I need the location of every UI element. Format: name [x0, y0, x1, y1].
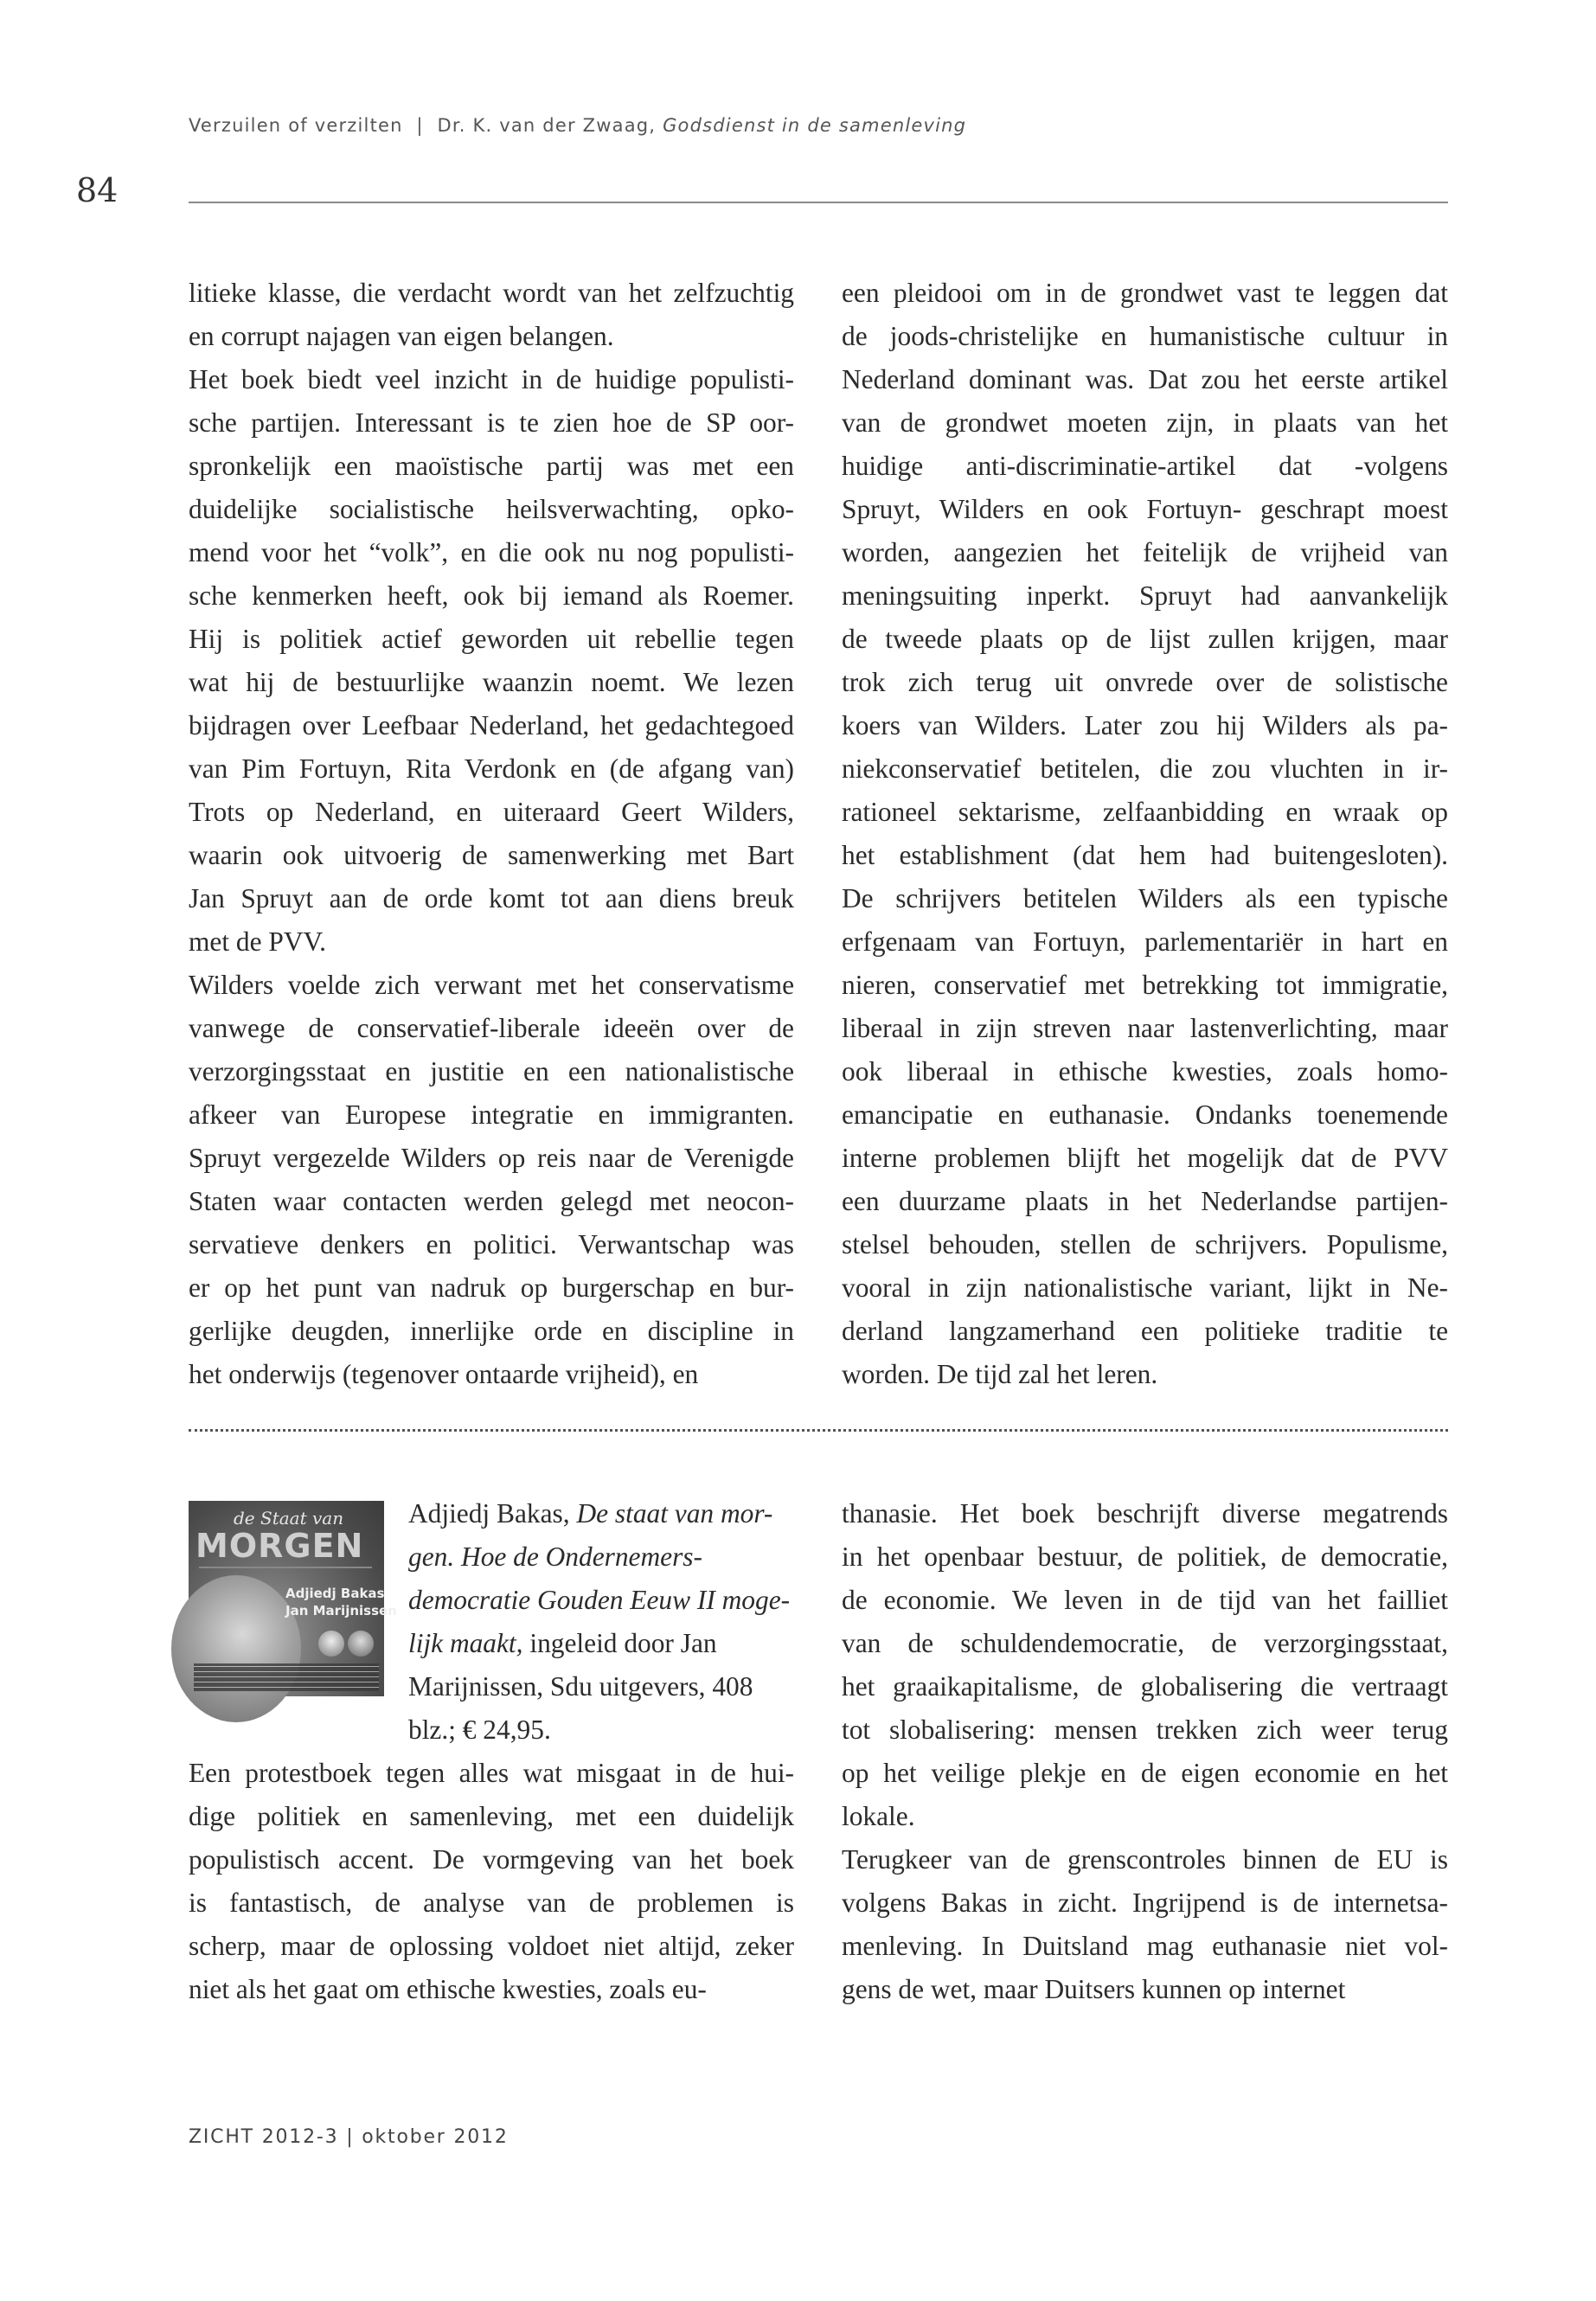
- section-divider: [189, 1429, 1448, 1432]
- text-line: litieke klasse, die verdacht wordt van het zelfzuchtig: [189, 278, 794, 308]
- text-line: meningsuiting inperkt. Spruyt had aanvankelijk: [842, 580, 1448, 611]
- text-line: derland langzamerhand een politieke traditie te: [842, 1316, 1448, 1346]
- text-line: Jan Spruyt aan de orde komt tot aan diens breuk: [189, 883, 794, 913]
- text-line: De schrijvers betitelen Wilders als een typische: [842, 883, 1448, 913]
- text-line: mend voor het “volk”, en die ook nu nog populisti-: [189, 537, 794, 567]
- reference-line: blz.; € 24,95.: [408, 1715, 551, 1745]
- page-number: 84: [76, 171, 119, 209]
- header-section-title: Verzuilen of verzilten: [189, 115, 403, 136]
- review-column-left: [189, 1752, 794, 2011]
- text-line: het graaikapitalisme, de globalisering die vertraagt: [842, 1671, 1448, 1702]
- text-line: duidelijke socialistische heilsverwachting, opko-: [189, 494, 794, 524]
- cover-head-illustration: [171, 1575, 301, 1722]
- text-line: vooral in zijn nationalistische variant, lijkt in Ne-: [842, 1272, 1448, 1303]
- text-line: interne problemen blijft het mogelijk dat de PVV: [842, 1143, 1448, 1173]
- article-column-left: [189, 272, 794, 1396]
- text-line: Spruyt vergezelde Wilders op reis naar de Verenigde: [189, 1143, 794, 1173]
- text-line: afkeer van Europese integratie en immigranten.: [189, 1099, 794, 1130]
- cover-main-title: MORGEN: [195, 1527, 364, 1565]
- reference-line: Marijnissen, Sdu uitgevers, 408: [408, 1671, 753, 1702]
- article-column-right: [842, 272, 1448, 1396]
- text-line: Spruyt, Wilders en ook Fortuyn- geschrapt moest: [842, 494, 1448, 524]
- text-line: Trots op Nederland, en uiteraard Geert Wilders,: [189, 797, 794, 827]
- text-line: koers van Wilders. Later zou hij Wilders als pa-: [842, 710, 1448, 740]
- cover-author-photo-1: [318, 1631, 344, 1657]
- text-line: tot slobalisering: mensen trekken zich weer terug: [842, 1715, 1448, 1745]
- header-rule: [189, 202, 1448, 203]
- text-line: in het openbaar bestuur, de politiek, de democratie,: [842, 1541, 1448, 1572]
- text-line: lokale.: [842, 1801, 915, 1831]
- reference-line: lijk maakt, ingeleid door Jan: [408, 1628, 717, 1658]
- text-line: Het boek biedt veel inzicht in de huidige populisti-: [189, 364, 794, 394]
- reference-line: Adjiedj Bakas, De staat van mor-: [408, 1498, 773, 1529]
- text-line: nieren, conservatief met betrekking tot immigratie,: [842, 970, 1448, 1000]
- text-line: worden. De tijd zal het leren.: [842, 1359, 1158, 1389]
- text-line: niekconservatief betitelen, die zou vluchten in ir-: [842, 753, 1448, 784]
- text-line: is fantastisch, de analyse van de problemen is: [189, 1888, 794, 1918]
- page-footer: ZICHT 2012-3 | oktober 2012: [189, 2126, 509, 2148]
- cover-divider: [199, 1567, 372, 1572]
- text-line: huidige anti-discriminatie-artikel dat -volgens: [842, 451, 1448, 481]
- reference-line: democratie Gouden Eeuw II moge-: [408, 1585, 791, 1615]
- text-line: sche partijen. Interessant is te zien hoe de SP oor-: [189, 407, 794, 438]
- text-line: van de grondwet moeten zijn, in plaats van het: [842, 407, 1448, 438]
- text-line: Nederland dominant was. Dat zou het eerste artikel: [842, 364, 1448, 394]
- text-line: Staten waar contacten werden gelegd met neocon-: [189, 1186, 794, 1216]
- text-line: Wilders voelde zich verwant met het conservatisme: [189, 970, 794, 1000]
- text-line: ook liberaal in ethische kwesties, zoals homo-: [842, 1056, 1448, 1086]
- book-cover-image: [189, 1501, 397, 1696]
- text-line: worden, aangezien het feitelijk de vrijheid van: [842, 537, 1448, 567]
- text-line: rationeel sektarisme, zelfaanbidding en wraak op: [842, 797, 1448, 827]
- text-line: liberaal in zijn streven naar lastenverlichting, maar: [842, 1013, 1448, 1043]
- text-line: gerlijke deugden, innerlijke orde en discipline in: [189, 1316, 794, 1346]
- text-line: Terugkeer van de grenscontroles binnen de EU is: [842, 1844, 1448, 1875]
- text-line: verzorgingsstaat en justitie en een nationalistische: [189, 1056, 794, 1086]
- text-line: Een protestboek tegen alles wat misgaat in de hui-: [189, 1758, 794, 1788]
- cover-author-photo-2: [348, 1631, 374, 1657]
- text-line: spronkelijk een maoïstische partij was met een: [189, 451, 794, 481]
- text-line: niet als het gaat om ethische kwesties, zoals eu-: [189, 1974, 707, 2004]
- text-line: stelsel behouden, stellen de schrijvers. Populisme,: [842, 1229, 1448, 1259]
- text-line: wat hij de bestuurlijke waanzin noemt. We lezen: [189, 667, 794, 697]
- text-line: en corrupt najagen van eigen belangen.: [189, 321, 614, 351]
- text-line: Hij is politiek actief geworden uit rebellie tegen: [189, 624, 794, 654]
- text-line: de joods-christelijke en humanistische cultuur in: [842, 321, 1448, 351]
- text-line: dige politiek en samenleving, met een duidelijk: [189, 1801, 794, 1831]
- text-line: van Pim Fortuyn, Rita Verdonk en (de afgang van): [189, 753, 794, 784]
- text-line: servatieve denkers en politici. Verwantschap was: [189, 1229, 794, 1259]
- text-line: het establishment (dat hem had buitengesloten).: [842, 840, 1448, 870]
- text-line: trok zich terug uit onvrede over de solistische: [842, 667, 1448, 697]
- reference-line: gen. Hoe de Ondernemers-: [408, 1541, 702, 1572]
- cover-blurb-text: [194, 1663, 379, 1691]
- cover-script-title: de Staat van: [234, 1508, 344, 1529]
- text-line: van de schuldendemocratie, de verzorgingsstaat,: [842, 1628, 1448, 1658]
- header-author: Dr. K. van der Zwaag,: [437, 115, 657, 136]
- text-line: gens de wet, maar Duitsers kunnen op internet: [842, 1974, 1346, 2004]
- text-line: het onderwijs (tegenover ontaarde vrijheid), en: [189, 1359, 699, 1389]
- text-line: volgens Bakas in zicht. Ingrijpend is de internetsa-: [842, 1888, 1448, 1918]
- text-line: een pleidooi om in de grondwet vast te leggen dat: [842, 278, 1448, 308]
- text-line: emancipatie en euthanasie. Ondanks toenemende: [842, 1099, 1448, 1130]
- text-line: populistisch accent. De vormgeving van het boek: [189, 1844, 794, 1875]
- running-header: [189, 115, 966, 136]
- text-line: scherp, maar de oplossing voldoet niet altijd, zeker: [189, 1931, 794, 1961]
- text-line: de tweede plaats op de lijst zullen krijgen, maar: [842, 624, 1448, 654]
- text-line: menleving. In Duitsland mag euthanasie niet vol-: [842, 1931, 1448, 1961]
- text-line: met de PVV.: [189, 926, 326, 957]
- text-line: de economie. We leven in de tijd van het failliet: [842, 1585, 1448, 1615]
- text-line: er op het punt van nadruk op burgerschap en bur-: [189, 1272, 794, 1303]
- book-reference: [408, 1492, 794, 1752]
- header-separator: |: [416, 115, 424, 136]
- text-line: erfgenaam van Fortuyn, parlementariër in hart en: [842, 926, 1448, 957]
- text-line: sche kenmerken heeft, ook bij iemand als Roemer.: [189, 580, 794, 611]
- text-line: waarin ook uitvoerig de samenwerking met Bart: [189, 840, 794, 870]
- text-line: thanasie. Het boek beschrijft diverse megatrends: [842, 1498, 1448, 1529]
- text-line: op het veilige plekje en de eigen economie en het: [842, 1758, 1448, 1788]
- header-publication: Godsdienst in de samenleving: [663, 115, 967, 136]
- text-line: een duurzame plaats in het Nederlandse partijen-: [842, 1186, 1448, 1216]
- text-line: vanwege de conservatief-liberale ideeën over de: [189, 1013, 794, 1043]
- review-column-right: [842, 1492, 1448, 2011]
- cover-author-1: Adjiedj Bakas: [285, 1586, 385, 1601]
- cover-author-2: Jan Marijnissen: [285, 1603, 397, 1618]
- text-line: bijdragen over Leefbaar Nederland, het gedachtegoed: [189, 710, 794, 740]
